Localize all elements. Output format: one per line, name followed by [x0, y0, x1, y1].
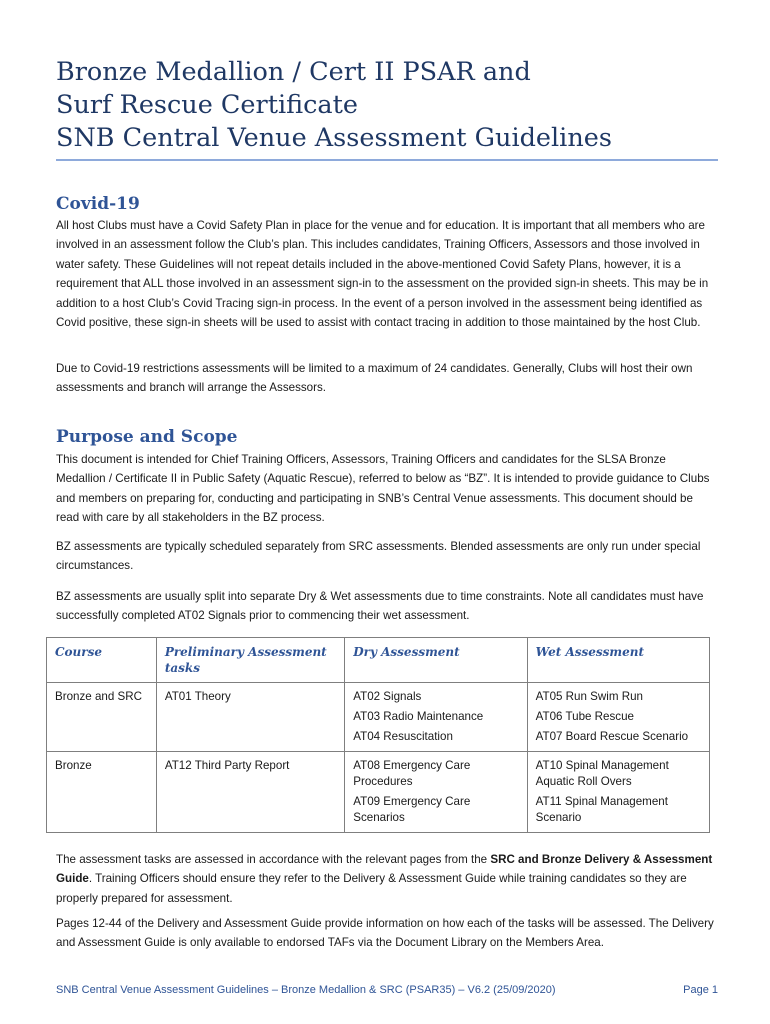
purpose-paragraph-1: This document is intended for Chief Training Officers, Assessors, Training Officers and candidates for the SLSA Bronze Medallion / Certificate II in Public Safety (Aquatic Rescue), referred to below as “BZ”. It is intended to provide guidance to Clubs and members on preparing for, conducting and participating in SNB’s Central Venue assessments. This document should be read with care by all stakeholders in the BZ process. [56, 453, 710, 525]
page-number: Page 1 [683, 984, 718, 996]
covid-paragraph-2: Due to Covid-19 restrictions assessments will be limited to a maximum of 24 candidates. Generally, Clubs will host their own assessments and branch will arrange the Assessors. [56, 362, 693, 395]
task-item: AT07 Board Rescue Scenario [535, 730, 689, 743]
document-title [56, 56, 718, 155]
purpose-paragraph-2: BZ assessments are typically scheduled separately from SRC assessments. Blended assessments are only run under special circumstances. [56, 540, 701, 573]
course-name: Bronze and SRC [55, 690, 142, 703]
table-header-row [47, 638, 710, 683]
title-line-3: SNB Central Venue Assessment Guidelines [56, 123, 612, 153]
title-line-2: Surf Rescue Certificate [56, 90, 358, 120]
task-item: AT09 Emergency Care Scenarios [353, 795, 471, 824]
title-line-1: Bronze Medallion / Cert II PSAR and [56, 57, 531, 87]
closing-paragraph-2: Pages 12-44 of the Delivery and Assessment Guide provide information on how each of the tasks will be assessed. The Delivery and Assessment Guide is only available to endorsed TAFs via the Document Library on the Members Area. [56, 917, 714, 950]
closing-paragraph-1 [56, 850, 718, 908]
covid-heading: Covid-19 [56, 194, 140, 214]
purpose-heading: Purpose and Scope [56, 427, 238, 447]
table-row [47, 752, 710, 833]
header-course: Course [47, 638, 157, 683]
task-item: AT03 Radio Maintenance [353, 710, 484, 723]
footer-document-info: SNB Central Venue Assessment Guidelines – Bronze Medallion & SRC (PSAR35) – V6.2 (25/09/2020) [56, 984, 556, 996]
closing-text-before: The assessment tasks are assessed in accordance with the relevant pages from the [56, 853, 491, 866]
cell-wet [527, 752, 709, 833]
assessment-table [46, 637, 710, 833]
table-row [47, 683, 710, 752]
header-wet: Wet Assessment [527, 638, 709, 683]
cell-preliminary [156, 752, 344, 833]
cell-course [47, 683, 157, 752]
cell-dry [345, 683, 527, 752]
task-item: AT12 Third Party Report [164, 759, 290, 772]
task-item: AT01 Theory [164, 690, 231, 703]
course-name: Bronze [55, 759, 92, 772]
delivery-guide-reference: SRC and Bronze Delivery & Assessment Guide [56, 853, 713, 886]
cell-dry [345, 752, 527, 833]
task-item: AT02 Signals [353, 690, 422, 703]
cell-wet [527, 683, 709, 752]
covid-paragraph-1: All host Clubs must have a Covid Safety Plan in place for the venue and for education. It is important that all members who are involved in an assessment follow the Club’s plan. This includes candidates, Training Officers, Assessors and those involved in water safety. These Guidelines will not repeat details included in the above-mentioned Covid Safety Plans, however, it is a requirement that ALL those involved in an assessment sign-in to the assessment on the provided sign-in sheets. This may be in addition to a host Club’s Covid Tracing sign-in process. In the event of a person involved in the assessment being identified as Covid positive, these sign-in sheets will be used to assist with contact tracing in addition to those maintained by the host Club. [56, 219, 709, 330]
title-divider [56, 159, 718, 161]
purpose-paragraph-3: BZ assessments are usually split into separate Dry & Wet assessments due to time constraints. Note all candidates must have successfully completed AT02 Signals prior to commencing their wet assessment. [56, 590, 704, 623]
cell-preliminary [156, 683, 344, 752]
header-dry: Dry Assessment [345, 638, 527, 683]
closing-text-after: . Training Officers should ensure they refer to the Delivery & Assessment Guide while training candidates so they are properly prepared for assessment. [56, 872, 687, 905]
cell-course [47, 752, 157, 833]
task-item: AT10 Spinal Management Aquatic Roll Overs [535, 759, 669, 788]
header-preliminary: Preliminary Assessment tasks [156, 638, 344, 683]
task-item: AT05 Run Swim Run [535, 690, 643, 703]
task-item: AT08 Emergency Care Procedures [353, 759, 471, 788]
task-item: AT06 Tube Rescue [535, 710, 634, 723]
page-footer [56, 984, 718, 1002]
task-item: AT04 Resuscitation [353, 730, 453, 743]
task-item: AT11 Spinal Management Scenario [535, 795, 668, 824]
